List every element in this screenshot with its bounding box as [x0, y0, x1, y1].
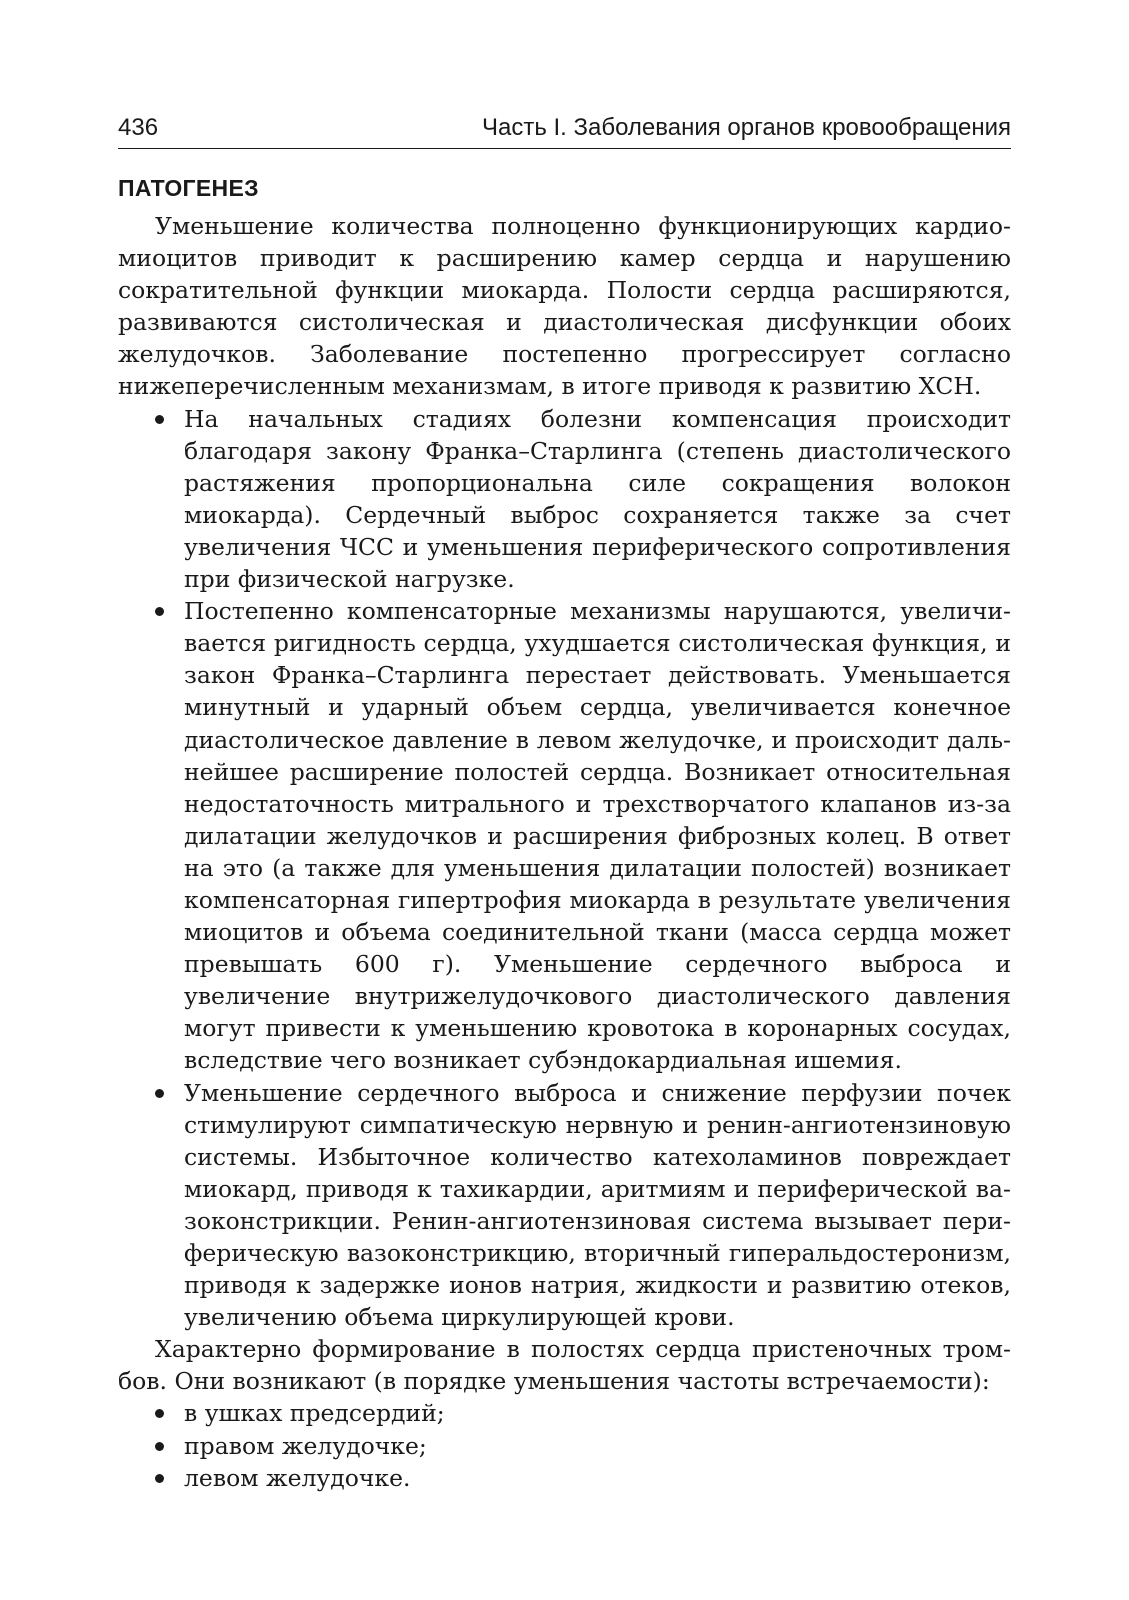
- list-item: [118, 1397, 1011, 1429]
- list-item: [118, 595, 1011, 1076]
- list-item-text: Уменьшение сердечного выброса и снижение перфузии почек стимулируют симпатическую нервную и ренин-ангиотензиновую системы. Избыточное количество катехоламинов повреждает миокард, приводя к тахикардии, аритмиям и периферической вазоконстрикции. Ренин-ангиотензиновая система вызывает периферическую вазоконстрикцию, вторичный гиперальдостеронизм, приводя к задержке ионов натрия, жидкости и развитию отеков, увеличению объема циркулирующей крови.: [184, 1078, 1011, 1332]
- list-item-text: На начальных стадиях болезни компенсация происходит благодаря закону Франка–Старлинга (степень диастолического растяжения пропорциональна силе сокращения волокон миокарда). Сердечный выброс сохраняется также за счет увеличения ЧСС и уменьшения периферического сопротивления при физической нагрузке.: [184, 404, 1011, 594]
- list-item: [118, 403, 1011, 596]
- list-item-text: левом желудочке.: [184, 1463, 411, 1492]
- list-item-text: в ушках предсердий;: [184, 1399, 445, 1428]
- body-text: [118, 210, 1011, 1494]
- page-number: 436: [118, 114, 159, 141]
- list-item-text: правом желудочке;: [184, 1431, 427, 1460]
- running-head: Часть I. Заболевания органов кровообращения: [481, 114, 1011, 141]
- list-item: [118, 1430, 1011, 1462]
- thrombi-paragraph: Характерно формирование в полостях сердца пристеночных тромбов. Они возникают (в порядке уменьшения частоты встречаемости):: [118, 1335, 1011, 1396]
- bullet-icon: [155, 415, 164, 424]
- mechanisms-list: [118, 403, 1011, 1334]
- list-item: [118, 1077, 1011, 1334]
- section-title: ПАТОГЕНЕЗ: [118, 175, 259, 201]
- page-header: [118, 108, 1011, 149]
- bullet-icon: [155, 1474, 164, 1483]
- bullet-icon: [155, 1442, 164, 1451]
- list-item-text: Постепенно компенсаторные механизмы нарушаются, увеличивается ригидность сердца, ухудшается систолическая функция, и закон Франка–Старлинга перестает действовать. Уменьшается минутный и ударный объем сердца, увеличивается конечное диастолическое давление в левом желудочке, и происходит дальнейшее расширение полостей сердца. Возникает относительная недостаточность митрального и трехстворчатого клапанов из-за дилатации желудочков и расширения фиброзных колец. В ответ на это (а также для уменьшения дилатации полостей) возникает компенсаторная гипертрофия миокарда в результате увеличения миоцитов и объема соединительной ткани (масса сердца может превышать 600 г). Уменьшение сердечного выброса и увеличение внутрижелудочкового диастолического давления могут привести к уменьшению кровотока в коронарных сосудах, вследствие чего возникает субэндокардиальная ишемия.: [184, 597, 1011, 1075]
- bullet-icon: [155, 607, 164, 616]
- intro-paragraph: Уменьшение количества полноценно функционирующих кардиомиоцитов приводит к расширению камер сердца и нарушению сократительной функции миокарда. Полости сердца расширяются, развиваются систолическая и диастолическая дисфункции обоих желудочков. Заболевание постепенно прогрессирует согласно нижеперечисленным механизмам, в итоге приводя к развитию ХСН.: [118, 212, 1011, 401]
- list-item: [118, 1462, 1011, 1494]
- bullet-icon: [155, 1409, 164, 1418]
- bullet-icon: [155, 1089, 164, 1098]
- thrombus-sites-list: [118, 1397, 1011, 1493]
